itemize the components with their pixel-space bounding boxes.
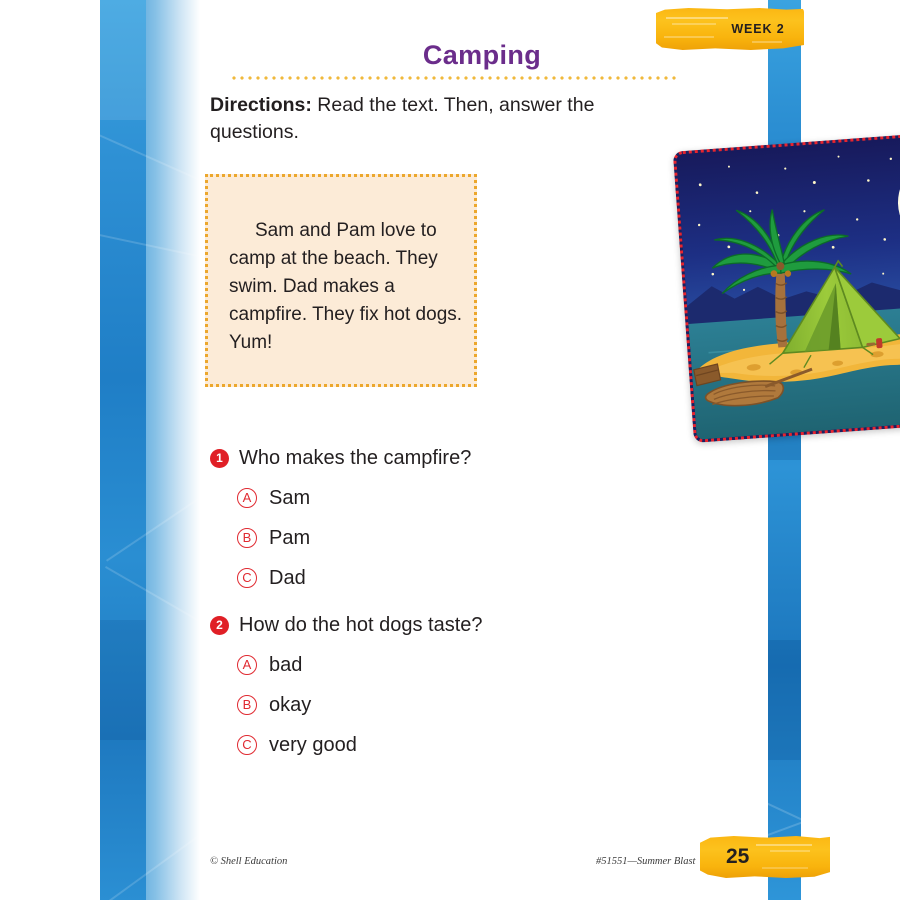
option-letter-a[interactable]: A <box>237 488 257 508</box>
option-letter-c[interactable]: C <box>237 568 257 588</box>
illustration-frame <box>673 129 900 443</box>
left-band-core <box>100 0 146 900</box>
band-wedge <box>100 620 146 740</box>
left-decorative-band <box>100 0 200 900</box>
footer-copyright: © Shell Education <box>210 856 288 867</box>
option-text-b[interactable]: Pam <box>269 527 311 549</box>
answer-option-c[interactable] <box>210 731 630 771</box>
band-facet-line <box>100 130 200 181</box>
content-column <box>196 0 768 900</box>
band-facet-line <box>106 493 200 562</box>
option-text-c[interactable]: Dad <box>269 567 306 589</box>
answer-option-a[interactable] <box>210 651 630 691</box>
option-letter-b[interactable]: B <box>237 528 257 548</box>
title-dotted-divider <box>230 76 680 80</box>
answer-option-c[interactable] <box>210 564 630 604</box>
option-text-a[interactable]: Sam <box>269 487 311 509</box>
band-facet-line <box>100 232 200 261</box>
week-badge-label: WEEK 2 <box>731 22 785 36</box>
question-number: 1 <box>210 449 229 468</box>
band-sheen-line <box>768 815 801 837</box>
option-letter-b[interactable]: B <box>237 695 257 715</box>
directions-text: Read the text. Then, answer the questions. <box>210 94 595 143</box>
question-number: 2 <box>210 616 229 635</box>
option-text-b[interactable]: okay <box>269 694 312 716</box>
question-prompt-row <box>210 444 630 484</box>
band-facet-line <box>102 829 200 900</box>
question-text: Who makes the campfire? <box>239 447 472 469</box>
week-badge <box>656 8 804 50</box>
option-letter-c[interactable]: C <box>237 735 257 755</box>
band-facet-line <box>105 566 200 628</box>
page-title: Camping <box>422 40 542 70</box>
option-letter-a[interactable]: A <box>237 655 257 675</box>
answer-option-a[interactable] <box>210 484 630 524</box>
question-prompt-row <box>210 611 630 651</box>
option-text-a[interactable]: bad <box>269 654 303 676</box>
camping-illustration <box>673 129 900 443</box>
answer-option-b[interactable] <box>210 691 630 731</box>
question-1 <box>210 444 630 604</box>
camping-scene-svg <box>676 132 900 439</box>
question-text: How do the hot dogs taste? <box>239 614 483 636</box>
option-text-c[interactable]: very good <box>269 734 357 756</box>
page-number-badge <box>700 836 830 878</box>
answer-option-b[interactable] <box>210 524 630 564</box>
passage-box <box>205 174 477 387</box>
right-decorative-band <box>768 0 801 900</box>
passage-text: Sam and Pam love to camp at the beach. They swim. Dad makes a campfire. They fix hot dogs. Yum! <box>229 220 463 353</box>
question-2 <box>210 611 630 771</box>
footer-product-code: #51551—Summer Blast <box>596 856 696 867</box>
directions-line <box>210 92 630 146</box>
band-shade <box>768 640 801 760</box>
directions-label: Directions: <box>210 94 312 116</box>
band-wedge <box>100 0 146 120</box>
page-number-label: 25 <box>726 845 750 868</box>
